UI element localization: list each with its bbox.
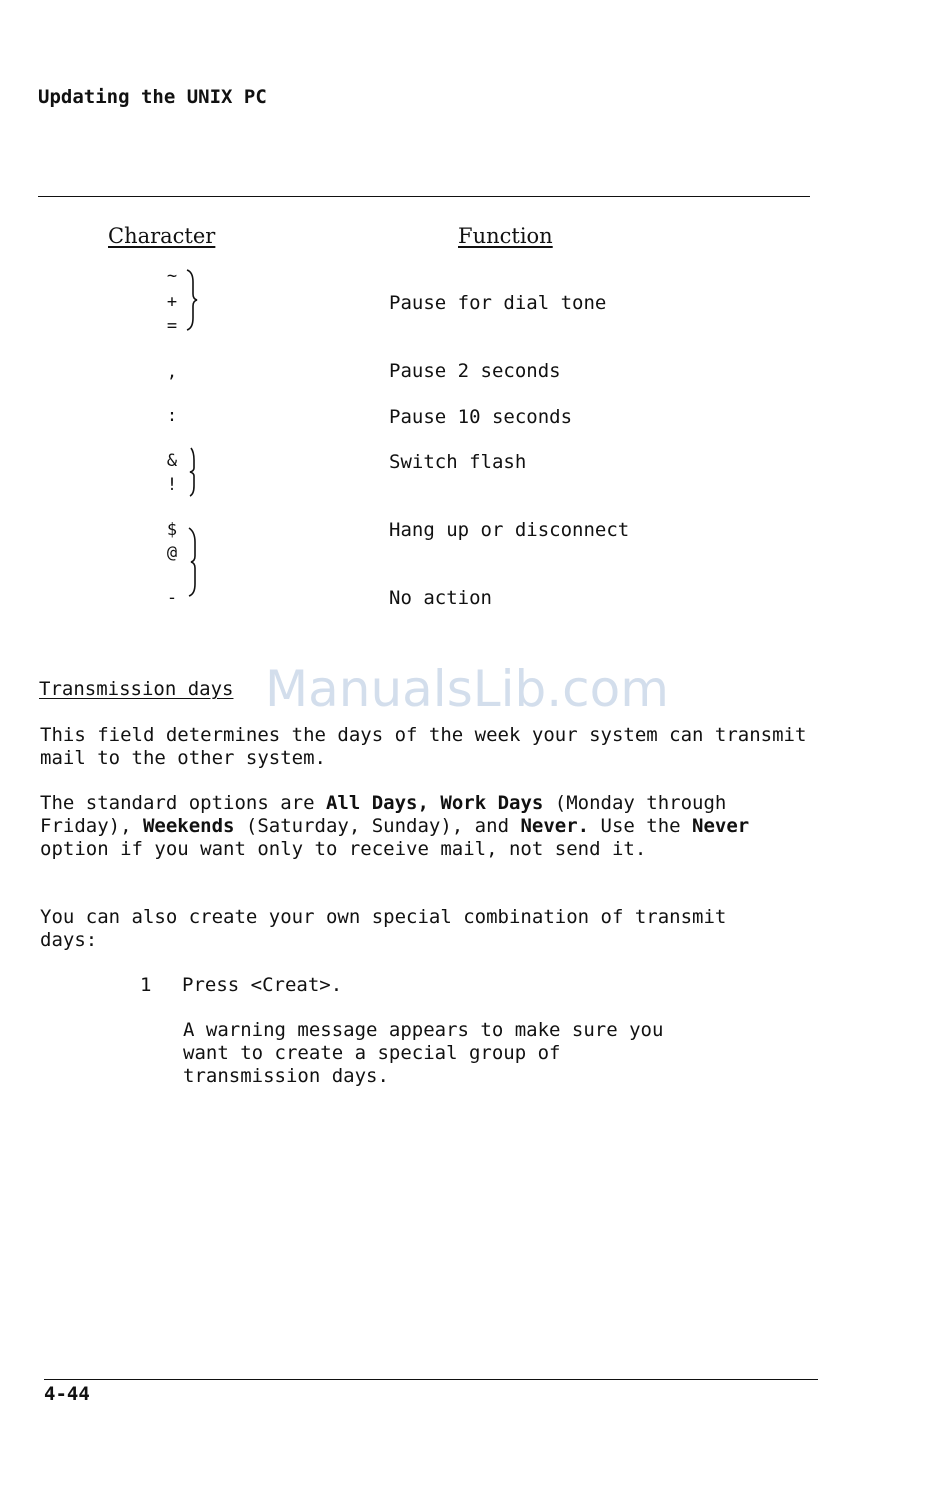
page-header-title: Updating the UNIX PC (38, 86, 267, 108)
function-switch-flash: Switch flash (389, 451, 527, 473)
step-note: A warning message appears to make sure you want to create a special group of transmission days. (183, 1019, 664, 1087)
char-ampersand: & (166, 451, 178, 471)
brace-group-4 (186, 446, 198, 498)
char-hyphen: - (166, 588, 178, 608)
char-tilde: ~ (166, 266, 178, 286)
bottom-divider (44, 1379, 818, 1380)
char-at: @ (166, 543, 178, 563)
option-weekends: Weekends (142, 815, 235, 837)
column-header-function: Function (458, 224, 553, 248)
function-hang-up: Hang up or disconnect (389, 519, 630, 541)
function-pause-dial-tone: Pause for dial tone (389, 292, 607, 314)
char-exclamation: ! (166, 475, 178, 495)
column-header-character: Character (108, 224, 216, 248)
function-pause-2-seconds: Pause 2 seconds (389, 360, 561, 382)
top-divider (38, 196, 810, 197)
function-no-action: No action (389, 587, 492, 609)
paragraph-standard-options: The standard options are All Days, Work Days (Monday through Friday), Weekends (Saturday, Sunday), and Never. Use the Never option if you want only to receive mail, not send it. (40, 792, 750, 860)
option-work-days: Work Days (440, 792, 544, 814)
watermark: ManualsLib.com (265, 660, 669, 718)
option-all-days: All Days, (325, 792, 429, 814)
brace-group-5 (186, 526, 200, 598)
function-pause-10-seconds: Pause 10 seconds (389, 406, 573, 428)
paragraph-transmit-days: This field determines the days of the week your system can transmit mail to the other system. (40, 724, 807, 769)
option-never: Never. (520, 815, 590, 837)
char-comma: , (166, 362, 178, 382)
option-never-ref: Never (692, 815, 750, 837)
paragraph-special-combination: You can also create your own special combination of transmit days: (40, 906, 727, 951)
char-plus: + (166, 292, 178, 312)
char-equals: = (166, 316, 178, 336)
page-number: 4-44 (44, 1383, 90, 1405)
step-number: 1 (140, 974, 152, 996)
section-title-transmission-days: Transmission days (39, 678, 234, 700)
char-dollar: $ (166, 520, 178, 540)
step-instruction: Press <Creat>. (182, 974, 343, 996)
brace-group-1 (184, 268, 200, 332)
char-colon: : (166, 406, 178, 426)
